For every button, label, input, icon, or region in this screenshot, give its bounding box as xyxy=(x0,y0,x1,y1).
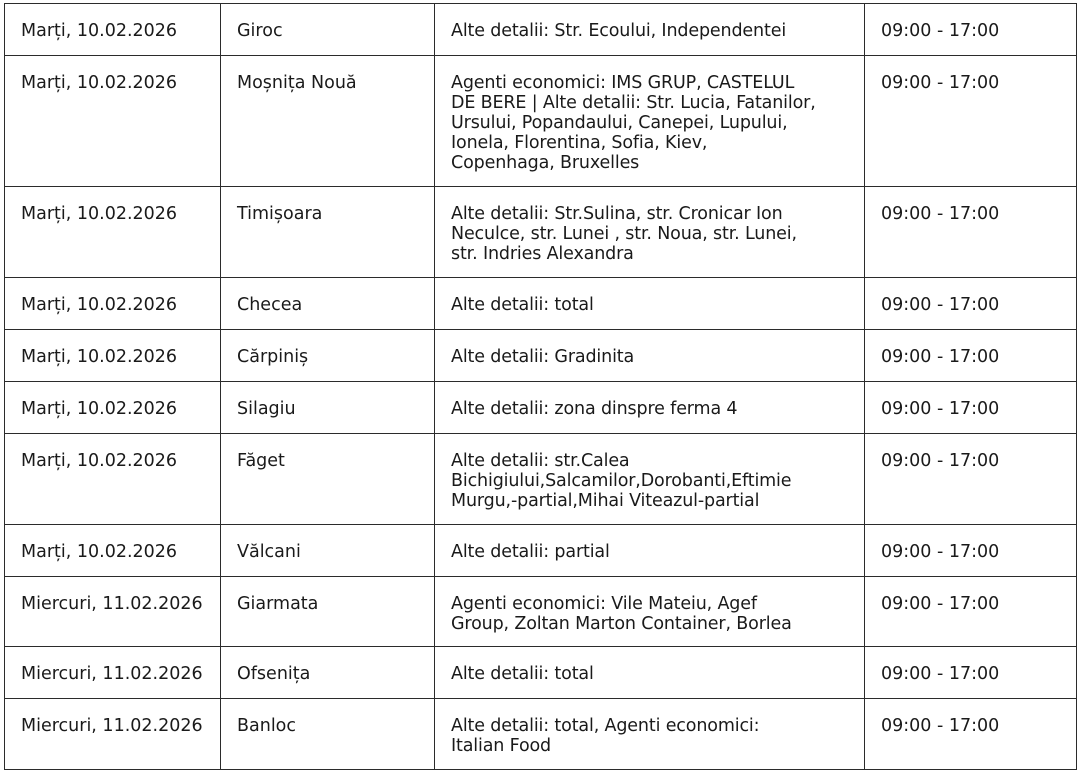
table-row xyxy=(5,434,1077,525)
table-row xyxy=(5,647,1077,699)
date-cell: Miercuri, 11.02.2026 xyxy=(5,699,221,770)
details-cell: Alte detalii: zona dinspre ferma 4 xyxy=(435,382,865,434)
details-line: Copenhaga, Bruxelles xyxy=(451,153,640,173)
table-row xyxy=(5,4,1077,56)
table-row xyxy=(5,577,1077,647)
time-cell: 09:00 - 17:00 xyxy=(865,699,1077,770)
date-cell: Miercuri, 11.02.2026 xyxy=(5,577,221,647)
time-cell: 09:00 - 17:00 xyxy=(865,577,1077,647)
details-cell xyxy=(435,699,865,770)
time-cell: 09:00 - 17:00 xyxy=(865,330,1077,382)
location-cell: Timișoara xyxy=(221,187,435,278)
location-cell: Silagiu xyxy=(221,382,435,434)
location-cell: Moșnița Nouă xyxy=(221,56,435,187)
details-line: Bichigiului,Salcamilor,Dorobanti,Eftimie xyxy=(451,471,792,491)
details-line: Agenti economici: Vile Mateiu, Agef xyxy=(451,594,757,614)
location-cell: Făget xyxy=(221,434,435,525)
time-cell: 09:00 - 17:00 xyxy=(865,434,1077,525)
date-cell: Marți, 10.02.2026 xyxy=(5,434,221,525)
time-cell: 09:00 - 17:00 xyxy=(865,187,1077,278)
date-cell: Marți, 10.02.2026 xyxy=(5,56,221,187)
location-cell: Cărpiniș xyxy=(221,330,435,382)
location-cell: Banloc xyxy=(221,699,435,770)
date-cell: Marți, 10.02.2026 xyxy=(5,382,221,434)
date-cell: Marți, 10.02.2026 xyxy=(5,525,221,577)
location-cell: Giroc xyxy=(221,4,435,56)
table-row xyxy=(5,525,1077,577)
details-line: str. Indries Alexandra xyxy=(451,244,634,264)
details-cell: Alte detalii: Gradinita xyxy=(435,330,865,382)
date-cell: Marți, 10.02.2026 xyxy=(5,187,221,278)
time-cell: 09:00 - 17:00 xyxy=(865,525,1077,577)
details-line: Ionela, Florentina, Sofia, Kiev, xyxy=(451,133,708,153)
details-line: Group, Zoltan Marton Container, Borlea xyxy=(451,614,792,634)
table-row xyxy=(5,699,1077,770)
table-row xyxy=(5,278,1077,330)
table-row xyxy=(5,187,1077,278)
table-row xyxy=(5,330,1077,382)
details-line: Alte detalii: Str.Sulina, str. Cronicar Ion xyxy=(451,204,783,224)
details-cell: Alte detalii: total xyxy=(435,278,865,330)
date-cell: Miercuri, 11.02.2026 xyxy=(5,647,221,699)
location-cell: Vălcani xyxy=(221,525,435,577)
details-cell: Alte detalii: total xyxy=(435,647,865,699)
details-cell xyxy=(435,434,865,525)
details-line: Murgu,-partial,Mihai Viteazul-partial xyxy=(451,491,760,511)
details-cell xyxy=(435,56,865,187)
date-cell: Marți, 10.02.2026 xyxy=(5,330,221,382)
location-cell: Giarmata xyxy=(221,577,435,647)
date-cell: Marți, 10.02.2026 xyxy=(5,4,221,56)
details-line: Alte detalii: total, Agenti economici: xyxy=(451,716,760,736)
time-cell: 09:00 - 17:00 xyxy=(865,647,1077,699)
table-row xyxy=(5,56,1077,187)
time-cell: 09:00 - 17:00 xyxy=(865,278,1077,330)
outage-schedule-table xyxy=(4,3,1077,770)
time-cell: 09:00 - 17:00 xyxy=(865,4,1077,56)
details-cell: Alte detalii: Str. Ecoului, Independentei xyxy=(435,4,865,56)
details-line: Neculce, str. Lunei , str. Noua, str. Lunei, xyxy=(451,224,797,244)
details-cell: Alte detalii: partial xyxy=(435,525,865,577)
details-line: DE BERE | Alte detalii: Str. Lucia, Fatanilor, xyxy=(451,93,816,113)
date-cell: Marți, 10.02.2026 xyxy=(5,278,221,330)
details-line: Italian Food xyxy=(451,736,552,756)
details-line: Alte detalii: str.Calea xyxy=(451,451,630,471)
details-line: Agenti economici: IMS GRUP, CASTELUL xyxy=(451,73,795,93)
time-cell: 09:00 - 17:00 xyxy=(865,56,1077,187)
location-cell: Checea xyxy=(221,278,435,330)
table-row xyxy=(5,382,1077,434)
time-cell: 09:00 - 17:00 xyxy=(865,382,1077,434)
details-cell xyxy=(435,577,865,647)
details-line: Ursului, Popandaului, Canepei, Lupului, xyxy=(451,113,788,133)
details-cell xyxy=(435,187,865,278)
location-cell: Ofsenița xyxy=(221,647,435,699)
